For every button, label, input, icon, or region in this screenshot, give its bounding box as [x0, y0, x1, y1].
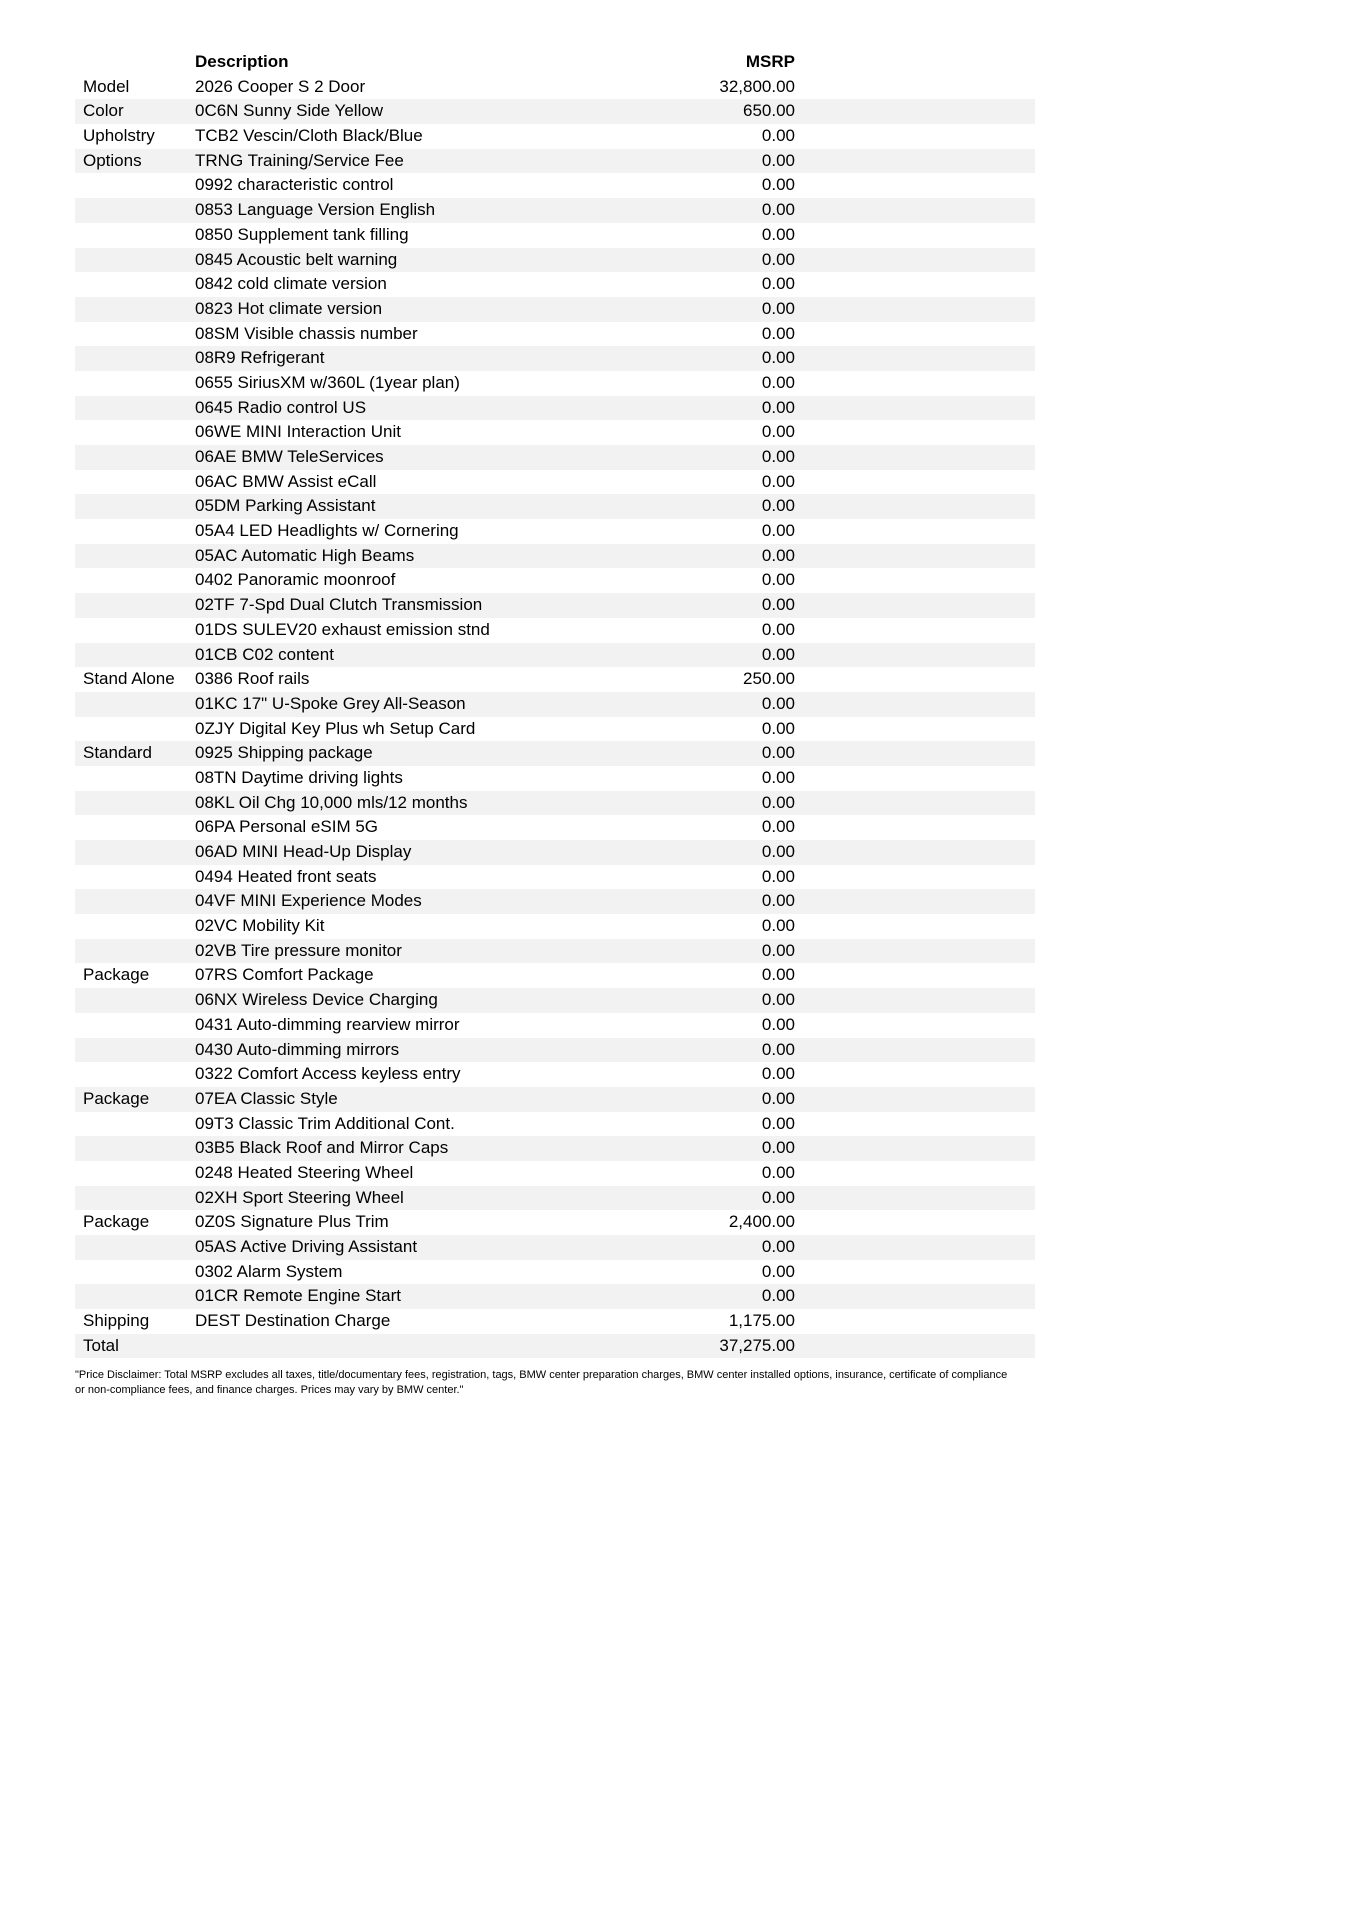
row-description: 0302 Alarm System [195, 1261, 343, 1281]
table-rows [75, 75, 1035, 1359]
table-row [75, 75, 1035, 100]
row-description: TRNG Training/Service Fee [195, 150, 404, 170]
row-msrp: 0.00 [761, 1237, 795, 1256]
row-description: 02TF 7-Spd Dual Clutch Transmission [195, 595, 483, 615]
row-msrp: 0.00 [761, 693, 795, 713]
row-description: 06WE MINI Interaction Unit [195, 422, 401, 442]
row-description: DEST Destination Charge [195, 1311, 391, 1331]
table-row [75, 322, 1035, 347]
row-msrp: 0.00 [761, 767, 795, 787]
row-msrp: 0.00 [761, 471, 795, 491]
table-row [75, 99, 1035, 124]
row-msrp: 37,275.00 [719, 1335, 795, 1355]
table-row [75, 791, 1035, 816]
table-row [75, 494, 1035, 519]
row-category: Color [83, 101, 124, 121]
row-msrp: 650.00 [743, 101, 795, 121]
row-description: 05DM Parking Assistant [195, 496, 376, 516]
row-msrp: 0.00 [761, 570, 795, 590]
row-msrp: 0.00 [761, 842, 795, 861]
row-description: 08R9 Refrigerant [195, 348, 325, 368]
table-row [75, 272, 1035, 297]
table-row [75, 1087, 1035, 1112]
row-description: 08KL Oil Chg 10,000 mls/12 months [195, 792, 468, 812]
table-row [75, 1260, 1035, 1285]
row-description: 0845 Acoustic belt warning [195, 249, 398, 269]
row-description: 0402 Panoramic moonroof [195, 570, 396, 590]
row-msrp: 0.00 [761, 1064, 795, 1084]
table-row [75, 1136, 1035, 1161]
table-row [75, 643, 1035, 668]
table-row [75, 396, 1035, 421]
row-msrp: 0.00 [761, 817, 795, 837]
row-msrp: 0.00 [761, 175, 795, 195]
row-description: 0386 Roof rails [195, 669, 310, 689]
row-description: 0853 Language Version English [195, 200, 436, 220]
row-msrp: 0.00 [761, 743, 795, 763]
table-row [75, 445, 1035, 470]
table-row [75, 124, 1035, 149]
row-description: 0248 Heated Steering Wheel [195, 1162, 414, 1182]
row-msrp: 1,175.00 [728, 1311, 795, 1331]
row-description: 01CR Remote Engine Start [195, 1286, 401, 1306]
table-row [75, 939, 1035, 964]
row-description: 05AS Active Driving Assistant [195, 1237, 418, 1256]
table-row [75, 667, 1035, 692]
row-description: 08TN Daytime driving lights [195, 767, 403, 787]
table-row [75, 198, 1035, 223]
row-category: Package [83, 1088, 150, 1108]
row-category: Package [83, 965, 150, 985]
row-description: TCB2 Vescin/Cloth Black/Blue [195, 126, 423, 146]
row-msrp: 0.00 [761, 644, 795, 664]
row-description: 0645 Radio control US [195, 397, 367, 417]
row-description: 09T3 Classic Trim Additional Cont. [195, 1113, 455, 1133]
row-description: 05A4 LED Headlights w/ Cornering [195, 521, 459, 541]
row-description: 0ZJY Digital Key Plus wh Setup Card [195, 718, 476, 738]
row-description: 02VB Tire pressure monitor [195, 940, 402, 960]
row-description: 0C6N Sunny Side Yellow [195, 101, 384, 121]
row-description: 01CB C02 content [195, 644, 334, 664]
table-row [75, 1161, 1035, 1186]
table-row [75, 470, 1035, 495]
row-msrp: 0.00 [761, 595, 795, 615]
row-msrp: 0.00 [761, 1286, 795, 1306]
row-description: 01KC 17" U-Spoke Grey All-Season [195, 693, 466, 713]
row-description: 02XH Sport Steering Wheel [195, 1187, 404, 1207]
row-msrp: 0.00 [761, 447, 795, 466]
row-description: 0322 Comfort Access keyless entry [195, 1064, 461, 1084]
table-row [75, 963, 1035, 988]
row-description: 0431 Auto-dimming rearview mirror [195, 1014, 460, 1034]
table-row [75, 618, 1035, 643]
table-row [75, 815, 1035, 840]
row-description: 06AD MINI Head-Up Display [195, 842, 412, 861]
table-row [75, 371, 1035, 396]
table-row [75, 1235, 1035, 1260]
table-row [75, 519, 1035, 544]
row-description: 0925 Shipping package [195, 743, 373, 763]
row-msrp: 0.00 [761, 990, 795, 1010]
row-msrp: 0.00 [761, 323, 795, 343]
row-description: 07EA Classic Style [195, 1088, 338, 1108]
row-description: 0655 SiriusXM w/360L (1year plan) [195, 372, 460, 392]
table-row [75, 346, 1035, 371]
row-msrp: 0.00 [761, 1261, 795, 1281]
row-category: Total [83, 1335, 119, 1355]
row-description: 06NX Wireless Device Charging [195, 990, 438, 1010]
row-msrp: 0.00 [761, 422, 795, 442]
description-column-header: Description [195, 52, 289, 71]
table-row [75, 1013, 1035, 1038]
row-msrp: 0.00 [761, 1187, 795, 1207]
row-description: 08SM Visible chassis number [195, 323, 418, 343]
row-category: Standard [83, 743, 152, 763]
row-msrp: 0.00 [761, 1162, 795, 1182]
row-description: 07RS Comfort Package [195, 965, 374, 985]
table-row [75, 1210, 1035, 1235]
table-row [75, 223, 1035, 248]
table-row [75, 766, 1035, 791]
row-msrp: 0.00 [761, 545, 795, 565]
row-msrp: 0.00 [761, 792, 795, 812]
row-description: 04VF MINI Experience Modes [195, 891, 422, 911]
row-description: 0Z0S Signature Plus Trim [195, 1212, 389, 1232]
row-msrp: 0.00 [761, 1138, 795, 1158]
table-row [75, 1062, 1035, 1087]
row-description: 05AC Automatic High Beams [195, 545, 415, 565]
row-msrp: 32,800.00 [719, 76, 795, 96]
table-row [75, 1112, 1035, 1137]
row-description: 01DS SULEV20 exhaust emission stnd [195, 619, 490, 639]
table-row [75, 914, 1035, 939]
row-category: Stand Alone [83, 669, 175, 689]
row-msrp: 0.00 [761, 965, 795, 985]
row-msrp: 0.00 [761, 718, 795, 738]
row-msrp: 0.00 [761, 1039, 795, 1059]
row-msrp: 0.00 [761, 619, 795, 639]
row-msrp: 0.00 [761, 249, 795, 269]
row-msrp: 0.00 [761, 274, 795, 294]
pricing-table [75, 50, 1035, 1358]
table-row [75, 420, 1035, 445]
table-row [75, 889, 1035, 914]
row-category: Model [83, 76, 130, 96]
table-row [75, 717, 1035, 742]
table-row [75, 1334, 1035, 1359]
row-category: Options [83, 150, 142, 170]
row-category: Package [83, 1212, 150, 1232]
row-msrp: 0.00 [761, 126, 795, 146]
row-description: 0494 Heated front seats [195, 866, 377, 886]
row-category: Shipping [83, 1311, 150, 1331]
row-msrp: 0.00 [761, 496, 795, 516]
row-msrp: 0.00 [761, 940, 795, 960]
row-msrp: 0.00 [761, 150, 795, 170]
row-msrp: 0.00 [761, 298, 795, 318]
table-row [75, 248, 1035, 273]
row-description: 0992 characteristic control [195, 175, 394, 195]
table-row [75, 1309, 1035, 1334]
table-row [75, 149, 1035, 174]
row-description: 06AE BMW TeleServices [195, 447, 384, 466]
table-row [75, 544, 1035, 569]
row-description: 02VC Mobility Kit [195, 916, 325, 936]
msrp-column-header: MSRP [745, 52, 795, 71]
row-msrp: 0.00 [761, 891, 795, 911]
row-description: 0430 Auto-dimming mirrors [195, 1039, 400, 1059]
row-msrp: 0.00 [761, 1088, 795, 1108]
table-row [75, 1038, 1035, 1063]
table-row [75, 988, 1035, 1013]
row-description: 06PA Personal eSIM 5G [195, 817, 379, 837]
table-row [75, 1186, 1035, 1211]
row-msrp: 0.00 [761, 1113, 795, 1133]
table-row [75, 840, 1035, 865]
row-msrp: 0.00 [761, 200, 795, 220]
row-description: 0823 Hot climate version [195, 298, 383, 318]
row-msrp: 0.00 [761, 866, 795, 886]
row-description: 0850 Supplement tank filling [195, 224, 409, 244]
row-msrp: 2,400.00 [728, 1212, 795, 1232]
row-msrp: 0.00 [761, 372, 795, 392]
table-row [75, 297, 1035, 322]
row-msrp: 0.00 [761, 348, 795, 368]
row-msrp: 0.00 [761, 224, 795, 244]
row-msrp: 250.00 [743, 669, 795, 689]
row-msrp: 0.00 [761, 397, 795, 417]
table-header-row [75, 50, 1035, 75]
table-row [75, 568, 1035, 593]
table-row [75, 692, 1035, 717]
row-msrp: 0.00 [761, 521, 795, 541]
row-description: 03B5 Black Roof and Mirror Caps [195, 1138, 449, 1158]
row-msrp: 0.00 [761, 916, 795, 936]
row-description: 0842 cold climate version [195, 274, 387, 294]
table-row [75, 593, 1035, 618]
table-row [75, 741, 1035, 766]
row-description: 06AC BMW Assist eCall [195, 471, 377, 491]
price-disclaimer: "Price Disclaimer: Total MSRP excludes all taxes, title/documentary fees, registration, tags, BMW center preparation charges, BMW center installed options, insurance, certificate of compliance or non-compliance fees, and finance charges. Prices may vary by BMW center." [75, 1369, 1008, 1396]
table-row [75, 865, 1035, 890]
table-row [75, 1284, 1035, 1309]
row-description: 2026 Cooper S 2 Door [195, 76, 366, 96]
row-category: Upholstry [83, 126, 155, 146]
row-msrp: 0.00 [761, 1014, 795, 1034]
table-row [75, 173, 1035, 198]
